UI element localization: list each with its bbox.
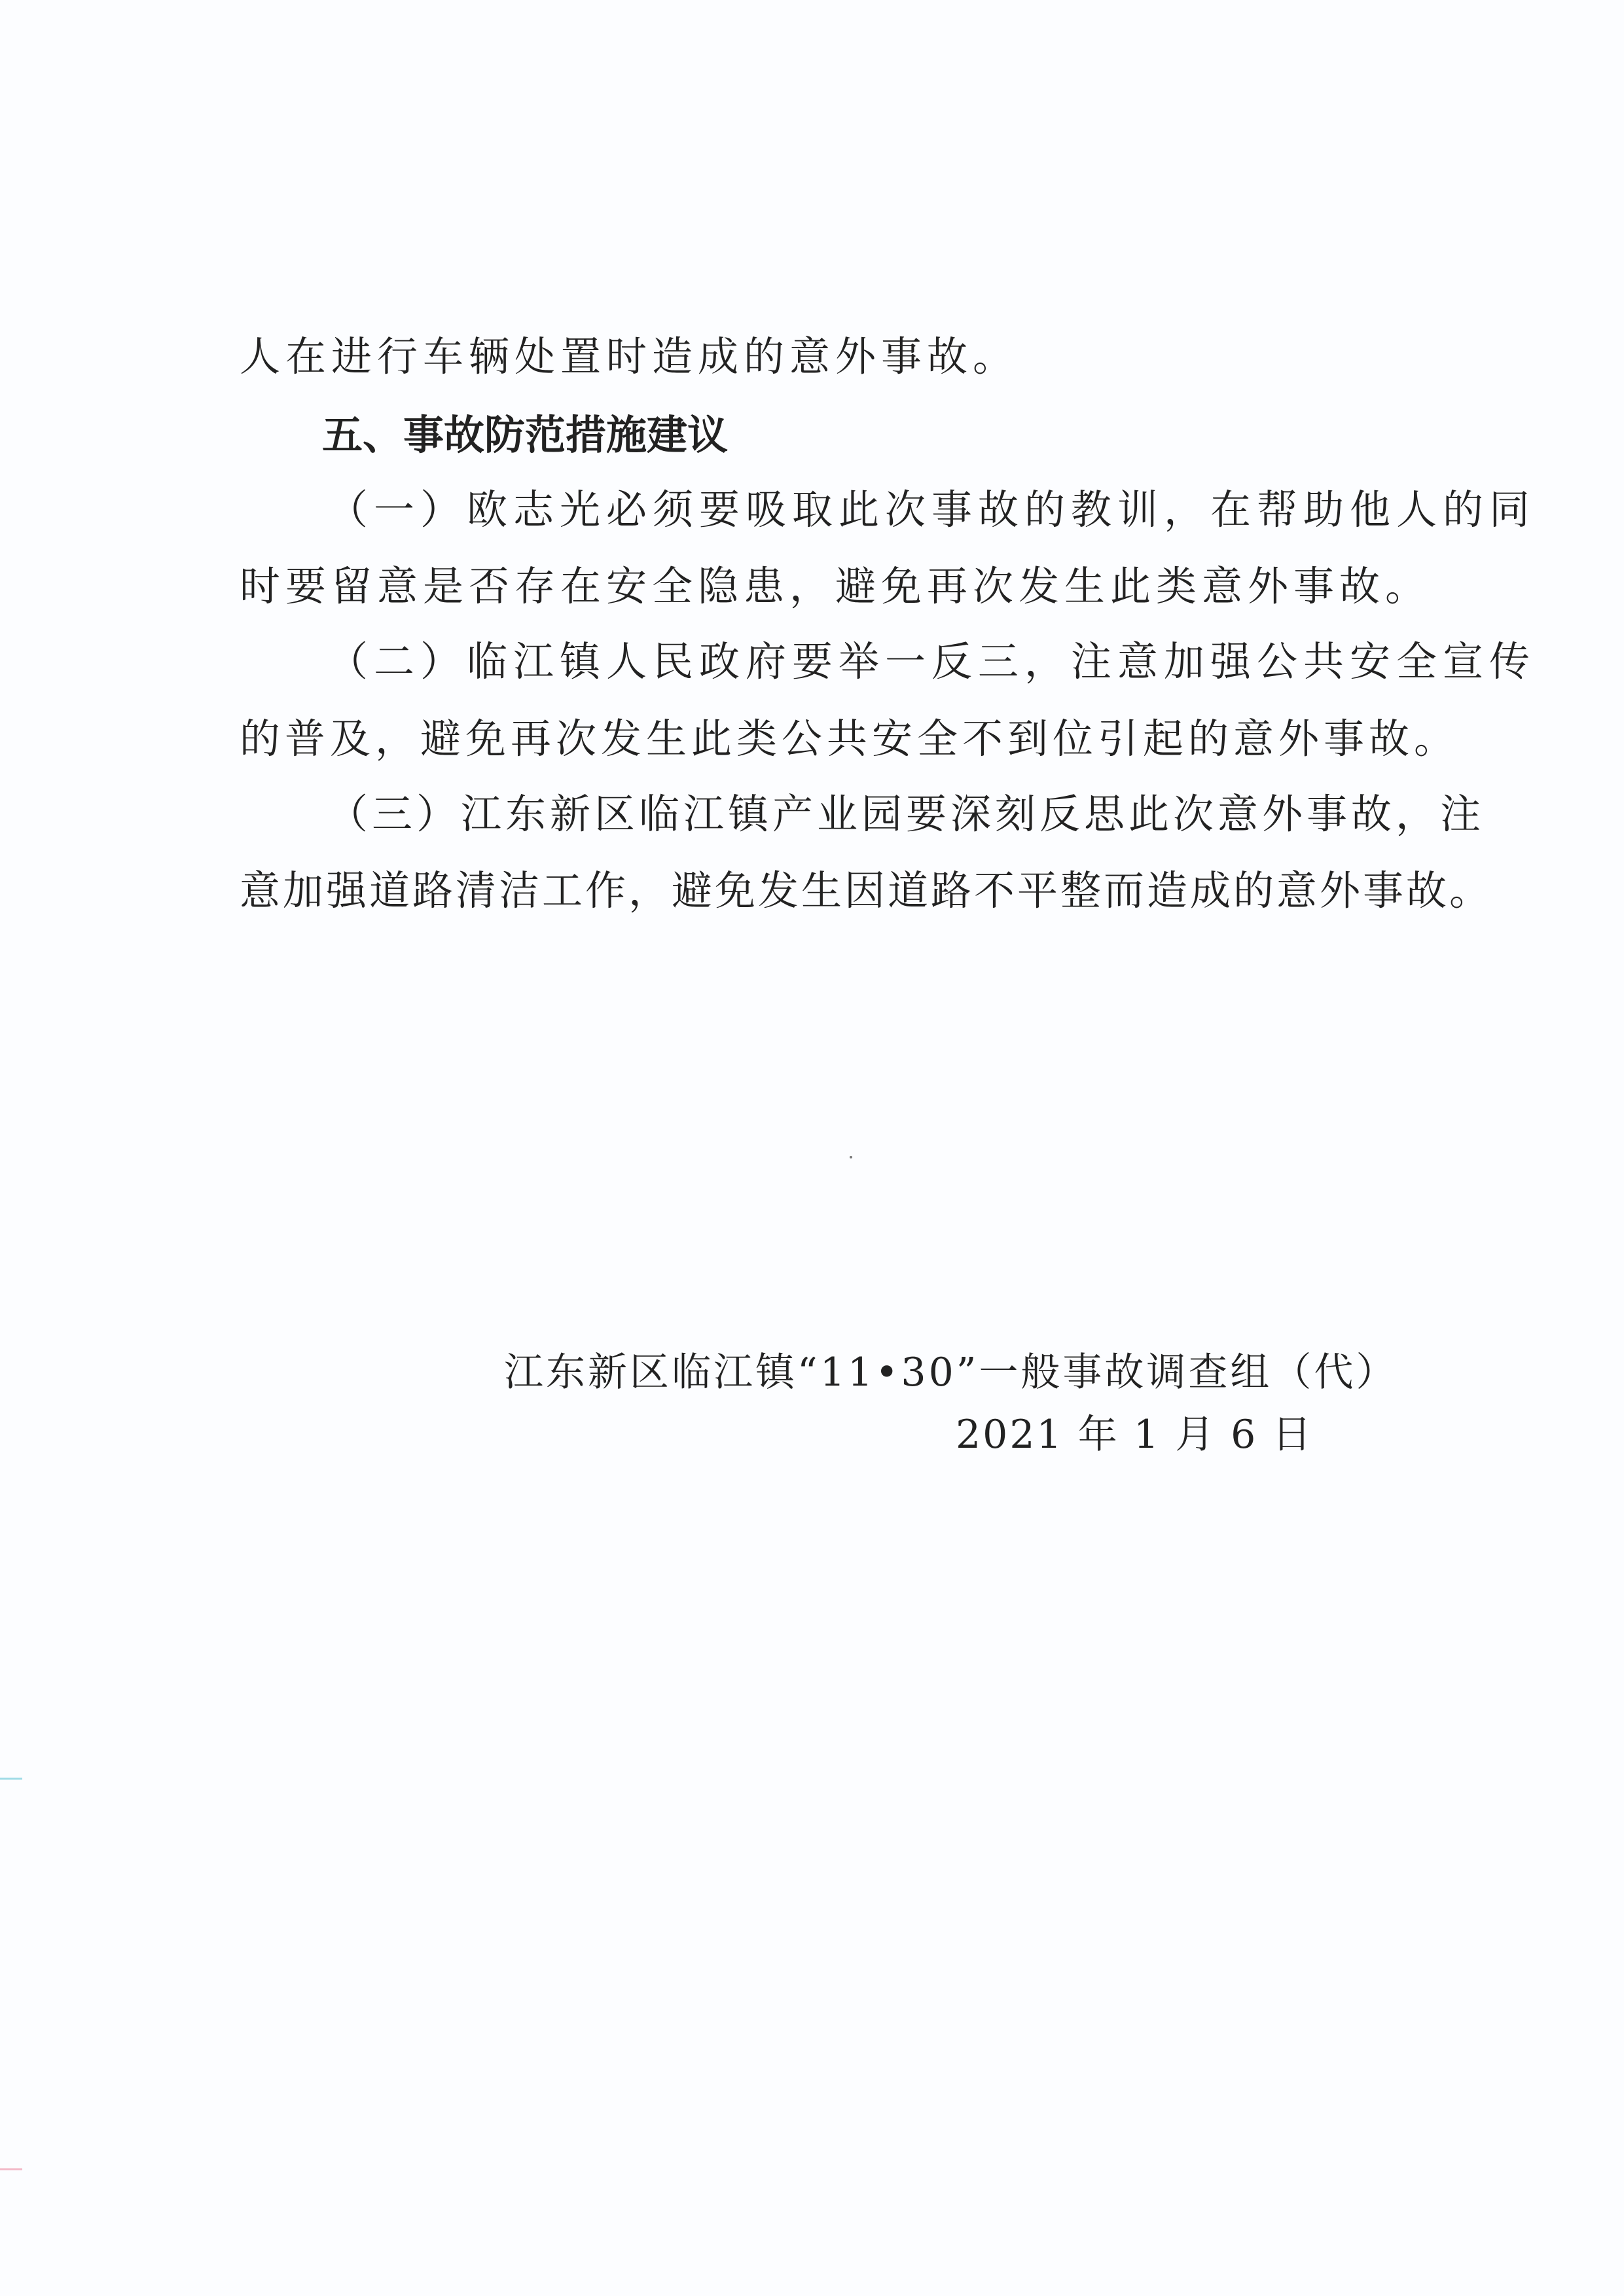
scan-edge-mark xyxy=(0,1778,22,1780)
body-text-line: 的普及，避免再次发生此类公共安全不到位引起的意外事故。 xyxy=(240,715,1460,762)
signature-organization: 江东新区临江镇“11•30”一般事故调查组（代） xyxy=(504,1350,1398,1395)
body-text-line: 人在进行车辆处置时造成的意外事故。 xyxy=(240,332,1019,380)
body-text-line: （三）江东新区临江镇产业园要深刻反思此次意外事故，注 xyxy=(327,790,1485,838)
scan-speck xyxy=(850,1156,852,1158)
signature-date: 2021 年 1 月 6 日 xyxy=(956,1412,1314,1458)
body-text-line: （二）临江镇人民政府要举一反三，注意加强公共安全宣传 xyxy=(327,637,1536,685)
body-text-line: （一）欧志光必须要吸取此次事故的教训，在帮助他人的同 xyxy=(327,486,1536,533)
scan-edge-mark xyxy=(0,2168,22,2170)
body-text-line: 意加强道路清洁工作，避免发生因道路不平整而造成的意外事故。 xyxy=(240,867,1493,914)
body-text-line: 时要留意是否存在安全隐患，避免再次发生此类意外事故。 xyxy=(240,562,1432,610)
section-heading: 五、事故防范措施建议 xyxy=(322,411,729,459)
